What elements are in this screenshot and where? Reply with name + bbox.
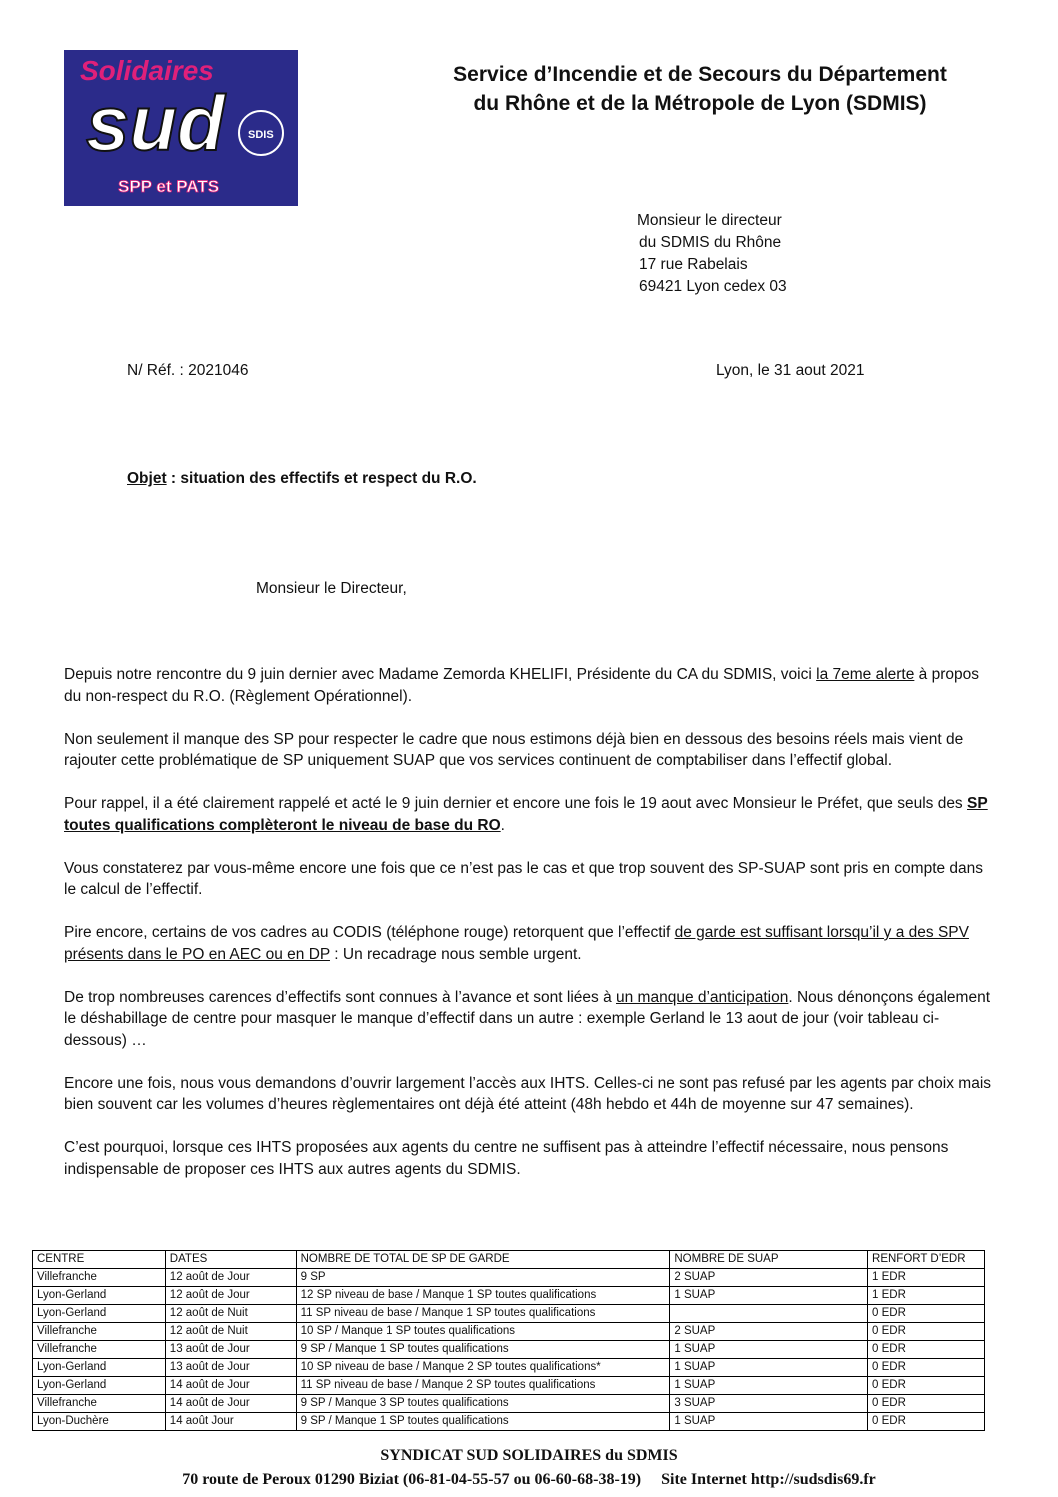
table-cell: 0 EDR: [868, 1413, 985, 1431]
organization-title-line2: du Rhône et de la Métropole de Lyon (SDMIS): [473, 92, 927, 115]
table-cell: Villefranche: [33, 1269, 166, 1287]
paragraph-7: Encore une fois, nous vous demandons d’ouvrir largement l’accès aux IHTS. Celles-ci ne sont pas refusé par les agents par choix mais bien souvent car les volumes d’heures règlementaires ont déjà été atteint (48h hebdo et 44h de moyenne sur 47 semaines).: [64, 1074, 992, 1113]
paragraph-5-underlined: de garde est suffisant lorsqu’il y a des SPV présents dans le PO en AEC ou en DP: [64, 924, 969, 963]
subject-label: Objet: [127, 470, 167, 487]
table-row: [33, 1359, 985, 1377]
organization-title: [360, 60, 1040, 118]
table-cell: 9 SP: [296, 1269, 670, 1287]
table-row: [33, 1395, 985, 1413]
paragraph-3-dates: le 9 juin dernier et encore une fois le 19 aout avec Monsieur le Préfet: [385, 795, 859, 812]
paragraph-3-mid: , que seuls des: [858, 795, 967, 812]
table-cell: 1 EDR: [868, 1269, 985, 1287]
table-header-row: [33, 1251, 985, 1269]
logo-graphic: [64, 50, 298, 206]
table-cell: 1 SUAP: [670, 1341, 868, 1359]
table-cell: 14 août Jour: [165, 1413, 296, 1431]
paragraph-6-text: De trop nombreuses carences d’effectifs sont connues à l’avance et sont liées à: [64, 988, 616, 1006]
table-cell: 0 EDR: [868, 1305, 985, 1323]
paragraph-3: [64, 793, 994, 836]
table-cell: Villefranche: [33, 1395, 166, 1413]
logo-sdis-text: SDIS: [248, 129, 274, 141]
table-cell: 0 EDR: [868, 1377, 985, 1395]
recipient-line1: Monsieur le directeur: [637, 212, 782, 229]
recipient-line3: 17 rue Rabelais: [639, 256, 748, 273]
table-cell: 12 août de Nuit: [165, 1305, 296, 1323]
salutation: Monsieur le Directeur,: [256, 580, 407, 597]
table-header-cell: CENTRE: [33, 1251, 166, 1269]
table-header-cell: NOMBRE DE SUAP: [670, 1251, 868, 1269]
paragraph-3-end: .: [500, 816, 505, 834]
table-cell: 12 août de Jour: [165, 1269, 296, 1287]
table-row: [33, 1305, 985, 1323]
table-cell: Lyon-Gerland: [33, 1287, 166, 1305]
paragraph-3-emphasis: SP toutes qualifications complèteront le niveau de base du RO: [64, 795, 988, 834]
footer: [0, 1444, 1058, 1492]
table-cell: 12 août de Jour: [165, 1287, 296, 1305]
paragraph-8: C’est pourquoi, lorsque ces IHTS proposées aux agents du centre ne suffisent pas à atteindre l’effectif nécessaire, nous pensons indispensable de proposer ces IHTS aux autres agents du SDMIS.: [64, 1139, 949, 1178]
table-cell: 12 SP niveau de base / Manque 1 SP toutes qualifications: [296, 1287, 670, 1305]
table-cell: 0 EDR: [868, 1323, 985, 1341]
subject-line: [127, 470, 477, 488]
recipient-line2: du SDMIS du Rhône: [639, 234, 782, 251]
table-row: [33, 1269, 985, 1287]
table-row: [33, 1341, 985, 1359]
table-cell: 3 SUAP: [670, 1395, 868, 1413]
table-header-cell: RENFORT D’EDR: [868, 1251, 985, 1269]
table-cell: 1 SUAP: [670, 1359, 868, 1377]
table-cell: 10 SP / Manque 1 SP toutes qualifications: [296, 1323, 670, 1341]
table-row: [33, 1377, 985, 1395]
paragraph-5-text: Pire encore, certains de vos cadres au CODIS (téléphone rouge) retorquent que l’effectif: [64, 924, 675, 941]
paragraph-1-end: à propos du non-respect du R.O. (Règlement Opérationnel).: [64, 666, 979, 705]
table-cell: 1 EDR: [868, 1287, 985, 1305]
table-cell: 0 EDR: [868, 1395, 985, 1413]
paragraph-2: Non seulement il manque des SP pour respecter le cadre que nous estimons déjà bien en dessous des besoins réels mais vient de rajouter cette problématique de SP uniquement SUAP que vos services continuent de comptabiliser dans l’effectif global.: [64, 730, 964, 769]
table-cell: Lyon-Gerland: [33, 1377, 166, 1395]
table-cell: 9 SP / Manque 3 SP toutes qualifications: [296, 1395, 670, 1413]
table-row: [33, 1413, 985, 1431]
paragraph-5-end: : Un recadrage nous semble urgent.: [329, 945, 582, 963]
table-cell: 1 SUAP: [670, 1287, 868, 1305]
letter-date: Lyon, le 31 aout 2021: [716, 362, 865, 379]
table-cell: Lyon-Duchère: [33, 1413, 166, 1431]
table-cell: 1 SUAP: [670, 1377, 868, 1395]
table-body: [33, 1269, 985, 1431]
subject-text: : situation des effectifs et respect du R.O.: [166, 470, 477, 487]
paragraph-5: [64, 922, 994, 965]
paragraph-1-text: Depuis notre rencontre du 9 juin dernier avec Madame Zemorda KHELIFI, Présidente du CA du SDMIS, voici: [64, 666, 817, 683]
table-cell: [670, 1305, 868, 1323]
paragraph-6: [64, 987, 994, 1052]
table-row: [33, 1323, 985, 1341]
table-cell: Villefranche: [33, 1323, 166, 1341]
table-cell: 0 EDR: [868, 1359, 985, 1377]
table-cell: 11 SP niveau de base / Manque 2 SP toutes qualifications: [296, 1377, 670, 1395]
table-row: [33, 1287, 985, 1305]
table-header-cell: NOMBRE DE TOTAL DE SP DE GARDE: [296, 1251, 670, 1269]
table-cell: 9 SP / Manque 1 SP toutes qualifications: [296, 1413, 670, 1431]
sud-solidaires-logo: [64, 50, 298, 206]
table-cell: 13 août de Jour: [165, 1359, 296, 1377]
paragraph-3-text: Pour rappel, il a été clairement rappelé et acté: [64, 795, 386, 812]
logo-spp-pats-text: SPP et PATS: [118, 177, 220, 196]
letter-body: [64, 664, 994, 1202]
table-cell: 9 SP / Manque 1 SP toutes qualifications: [296, 1341, 670, 1359]
table-cell: 14 août de Jour: [165, 1395, 296, 1413]
paragraph-1-underlined: la 7eme alerte: [816, 666, 915, 683]
table-cell: 2 SUAP: [670, 1269, 868, 1287]
logo-sud-text: sud: [86, 79, 225, 167]
logo-solidaires-text: Solidaires: [80, 55, 214, 86]
table-cell: 10 SP niveau de base / Manque 2 SP toutes qualifications*: [296, 1359, 670, 1377]
footer-contact: 70 route de Peroux 01290 Biziat (06-81-04-55-57 ou 06-60-68-38-19) Site Internet http://sudsdis69.fr: [182, 1471, 876, 1488]
table-cell: 11 SP niveau de base / Manque 1 SP toutes qualifications: [296, 1305, 670, 1323]
paragraph-1: [64, 664, 994, 707]
table-cell: Lyon-Gerland: [33, 1359, 166, 1377]
paragraph-4: Vous constaterez par vous-même encore une fois que ce n’est pas le cas et que trop souvent des SP-SUAP sont pris en compte dans le calcul de l’effectif.: [64, 859, 984, 898]
reference-number: N/ Réf. : 2021046: [127, 362, 249, 379]
table-cell: 0 EDR: [868, 1341, 985, 1359]
recipient-address: [637, 210, 787, 298]
footer-union-name: SYNDICAT SUD SOLIDAIRES du SDMIS: [380, 1447, 678, 1464]
staffing-table: [32, 1250, 985, 1431]
table-cell: 2 SUAP: [670, 1323, 868, 1341]
table-cell: 1 SUAP: [670, 1413, 868, 1431]
paragraph-6-underlined: un manque d’anticipation: [616, 988, 789, 1006]
recipient-line4: 69421 Lyon cedex 03: [639, 278, 787, 295]
paragraph-6-end: . Nous dénonçons également le déshabillage de centre pour masquer le manque d’effectif dans un autre : exemple Gerland le 13 aout de jour (voir tableau ci-dessous) …: [64, 988, 990, 1049]
table-header-cell: DATES: [165, 1251, 296, 1269]
table-cell: 14 août de Jour: [165, 1377, 296, 1395]
table-cell: Lyon-Gerland: [33, 1305, 166, 1323]
table-cell: 12 août de Nuit: [165, 1323, 296, 1341]
table-cell: Villefranche: [33, 1341, 166, 1359]
table-cell: 13 août de Jour: [165, 1341, 296, 1359]
organization-title-line1: Service d’Incendie et de Secours du Département: [453, 63, 947, 86]
